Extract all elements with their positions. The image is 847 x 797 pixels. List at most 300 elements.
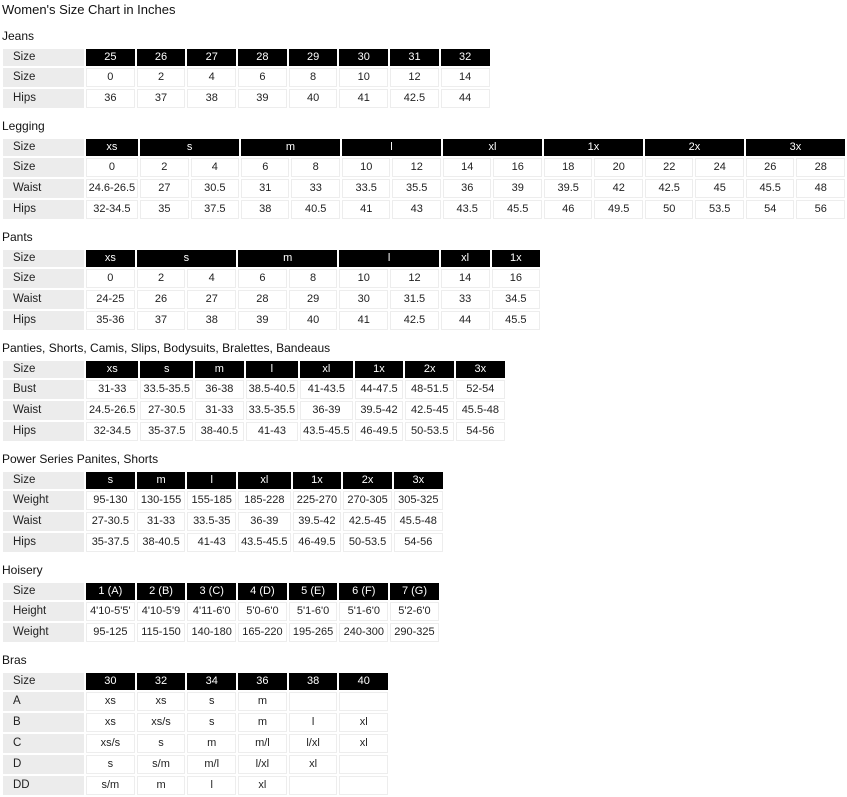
data-cell: 39.5 bbox=[544, 179, 593, 198]
size-header-row bbox=[3, 49, 490, 66]
data-cell: 50-53.5 bbox=[405, 422, 454, 441]
data-cell: xl bbox=[339, 713, 388, 732]
table-row bbox=[3, 755, 388, 774]
data-cell: 290-325 bbox=[390, 623, 439, 642]
table-row bbox=[3, 602, 439, 621]
row-label: Size bbox=[3, 269, 84, 288]
data-cell: l/xl bbox=[289, 734, 338, 753]
row-label: Waist bbox=[3, 401, 84, 420]
size-header-cell: 5 (E) bbox=[289, 583, 338, 600]
data-cell: 2 bbox=[137, 269, 186, 288]
bras-table bbox=[1, 671, 390, 797]
data-cell: 32-34.5 bbox=[86, 200, 138, 219]
size-header-cell: 28 bbox=[238, 49, 287, 66]
data-cell: 24.6-26.5 bbox=[86, 179, 138, 198]
data-cell: 2 bbox=[140, 158, 188, 177]
data-cell: 33.5 bbox=[342, 179, 391, 198]
row-label: Size bbox=[3, 68, 84, 87]
data-cell: 4'10-5'5' bbox=[86, 602, 135, 621]
size-header-row bbox=[3, 583, 439, 600]
data-cell bbox=[289, 692, 338, 711]
row-label: Size bbox=[3, 583, 84, 600]
size-header-cell: 38 bbox=[289, 673, 338, 690]
data-cell: 20 bbox=[594, 158, 643, 177]
row-label: Size bbox=[3, 158, 84, 177]
data-cell: 26 bbox=[137, 290, 186, 309]
section-panties bbox=[1, 341, 847, 443]
data-cell: 185-228 bbox=[238, 491, 290, 510]
data-cell: 44 bbox=[441, 89, 490, 108]
size-header-cell: 3x bbox=[746, 139, 845, 156]
table-row bbox=[3, 422, 505, 441]
table-row bbox=[3, 179, 845, 198]
data-cell: 50 bbox=[645, 200, 694, 219]
data-cell: 39.5-42 bbox=[293, 512, 342, 531]
data-cell: 12 bbox=[392, 158, 441, 177]
size-header-cell: 36 bbox=[238, 673, 287, 690]
section-title-bras: Bras bbox=[2, 653, 27, 667]
size-header-cell: l bbox=[187, 472, 236, 489]
data-cell: 39 bbox=[238, 89, 287, 108]
table-row bbox=[3, 311, 540, 330]
size-header-cell: 32 bbox=[441, 49, 490, 66]
size-header-cell: 25 bbox=[86, 49, 135, 66]
data-cell: 24 bbox=[695, 158, 744, 177]
data-cell: 36-38 bbox=[195, 380, 244, 399]
table-row bbox=[3, 713, 388, 732]
size-header-cell: xs bbox=[86, 361, 138, 378]
size-header-cell: xs bbox=[86, 250, 135, 267]
data-cell: m bbox=[238, 713, 287, 732]
section-bras bbox=[1, 653, 847, 797]
size-header-cell: 34 bbox=[187, 673, 236, 690]
row-label: Size bbox=[3, 673, 84, 690]
data-cell: 0 bbox=[86, 68, 135, 87]
data-cell: 54 bbox=[746, 200, 795, 219]
data-cell: 49.5 bbox=[594, 200, 643, 219]
data-cell: 240-300 bbox=[339, 623, 388, 642]
data-cell: 40 bbox=[289, 311, 338, 330]
data-cell: 43.5 bbox=[443, 200, 492, 219]
data-cell: 33.5-35.5 bbox=[140, 380, 192, 399]
table-row bbox=[3, 200, 845, 219]
table-row bbox=[3, 401, 505, 420]
data-cell: 26 bbox=[746, 158, 795, 177]
data-cell: 41 bbox=[339, 89, 388, 108]
data-cell: 14 bbox=[441, 269, 490, 288]
data-cell: 44 bbox=[441, 311, 490, 330]
data-cell: 27 bbox=[187, 290, 236, 309]
data-cell: 6 bbox=[241, 158, 289, 177]
section-legging bbox=[1, 119, 847, 221]
size-header-cell: xs bbox=[86, 139, 138, 156]
data-cell: 30.5 bbox=[191, 179, 240, 198]
size-header-cell: 3x bbox=[394, 472, 443, 489]
data-cell: xs bbox=[86, 713, 135, 732]
data-cell: 18 bbox=[544, 158, 593, 177]
data-cell: 37 bbox=[137, 89, 186, 108]
table-row bbox=[3, 512, 443, 531]
data-cell: s/m bbox=[137, 755, 186, 774]
size-header-cell: 4 (D) bbox=[238, 583, 287, 600]
data-cell: 195-265 bbox=[289, 623, 338, 642]
data-cell: 33.5-35.5 bbox=[246, 401, 298, 420]
size-header-cell: s bbox=[140, 139, 239, 156]
data-cell: 95-125 bbox=[86, 623, 135, 642]
size-header-cell: s bbox=[137, 250, 236, 267]
table-row bbox=[3, 380, 505, 399]
page-title: Women's Size Chart in Inches bbox=[2, 2, 176, 17]
size-header-cell: 27 bbox=[187, 49, 236, 66]
data-cell: 46 bbox=[544, 200, 593, 219]
data-cell: 39.5-42 bbox=[355, 401, 404, 420]
size-header-row bbox=[3, 673, 388, 690]
row-label: Weight bbox=[3, 623, 84, 642]
data-cell: 38.5-40.5 bbox=[246, 380, 298, 399]
table-row bbox=[3, 290, 540, 309]
section-hoisery bbox=[1, 563, 847, 644]
size-header-row bbox=[3, 139, 845, 156]
data-cell: 10 bbox=[339, 269, 388, 288]
data-cell: s bbox=[86, 755, 135, 774]
data-cell: 24.5-26.5 bbox=[86, 401, 138, 420]
data-cell: 42.5 bbox=[390, 311, 439, 330]
data-cell: 45.5 bbox=[493, 200, 542, 219]
size-chart-sections bbox=[1, 29, 847, 797]
row-label: A bbox=[3, 692, 84, 711]
data-cell: 5'0-6'0 bbox=[238, 602, 287, 621]
data-cell: 35-36 bbox=[86, 311, 135, 330]
data-cell: 56 bbox=[796, 200, 845, 219]
row-label: Size bbox=[3, 49, 84, 66]
data-cell: 5'1-6'0 bbox=[289, 602, 338, 621]
data-cell: 36-39 bbox=[238, 512, 290, 531]
row-label: Waist bbox=[3, 512, 84, 531]
table-row bbox=[3, 68, 490, 87]
row-label: Hips bbox=[3, 533, 84, 552]
data-cell: xs/s bbox=[86, 734, 135, 753]
data-cell: 34.5 bbox=[492, 290, 541, 309]
data-cell: 41 bbox=[342, 200, 391, 219]
data-cell bbox=[339, 755, 388, 774]
hoisery-table bbox=[1, 581, 441, 644]
data-cell: 30 bbox=[339, 290, 388, 309]
size-header-cell: s bbox=[140, 361, 192, 378]
data-cell: 43.5-45.5 bbox=[238, 533, 290, 552]
data-cell: 6 bbox=[238, 68, 287, 87]
size-header-cell: m bbox=[195, 361, 244, 378]
section-title-hoisery: Hoisery bbox=[2, 563, 43, 577]
data-cell: 48-51.5 bbox=[405, 380, 454, 399]
data-cell: 8 bbox=[289, 269, 338, 288]
data-cell: 46-49.5 bbox=[293, 533, 342, 552]
data-cell: m/l bbox=[187, 755, 236, 774]
data-cell bbox=[339, 692, 388, 711]
data-cell: s/m bbox=[86, 776, 135, 795]
data-cell: 27-30.5 bbox=[140, 401, 192, 420]
data-cell: 4 bbox=[191, 158, 240, 177]
section-power-series bbox=[1, 452, 847, 554]
data-cell: s bbox=[187, 692, 236, 711]
data-cell: 35-37.5 bbox=[86, 533, 135, 552]
row-label: Hips bbox=[3, 200, 84, 219]
data-cell: 31-33 bbox=[195, 401, 244, 420]
row-label: D bbox=[3, 755, 84, 774]
size-header-cell: 40 bbox=[339, 673, 388, 690]
data-cell: 28 bbox=[796, 158, 845, 177]
size-header-cell: 30 bbox=[86, 673, 135, 690]
size-header-cell: 31 bbox=[390, 49, 439, 66]
data-cell: 45.5 bbox=[746, 179, 795, 198]
size-header-row bbox=[3, 250, 540, 267]
size-header-cell: xl bbox=[441, 250, 490, 267]
data-cell: 45.5 bbox=[492, 311, 541, 330]
data-cell: 12 bbox=[390, 269, 439, 288]
data-cell: xl bbox=[289, 755, 338, 774]
data-cell: 32-34.5 bbox=[86, 422, 138, 441]
data-cell: 42.5-45 bbox=[405, 401, 454, 420]
data-cell: 270-305 bbox=[343, 491, 392, 510]
table-row bbox=[3, 734, 388, 753]
section-title-panties: Panties, Shorts, Camis, Slips, Bodysuits, Bralettes, Bandeaus bbox=[2, 341, 331, 355]
data-cell: 0 bbox=[86, 269, 135, 288]
data-cell: m/l bbox=[238, 734, 287, 753]
row-label: Hips bbox=[3, 311, 84, 330]
data-cell: 165-220 bbox=[238, 623, 287, 642]
data-cell: 50-53.5 bbox=[343, 533, 392, 552]
data-cell: 31-33 bbox=[137, 512, 186, 531]
size-header-cell: s bbox=[86, 472, 135, 489]
data-cell: 4'10-5'9 bbox=[137, 602, 186, 621]
size-header-cell: m bbox=[137, 472, 186, 489]
data-cell: 39 bbox=[493, 179, 542, 198]
size-header-cell: 26 bbox=[137, 49, 186, 66]
data-cell: 27 bbox=[140, 179, 188, 198]
section-title-jeans: Jeans bbox=[2, 29, 35, 43]
data-cell: 33 bbox=[441, 290, 490, 309]
row-label: Size bbox=[3, 250, 84, 267]
data-cell: 42 bbox=[594, 179, 643, 198]
data-cell: 10 bbox=[339, 68, 388, 87]
row-label: Weight bbox=[3, 491, 84, 510]
size-header-cell: xl bbox=[300, 361, 352, 378]
data-cell: 24-25 bbox=[86, 290, 135, 309]
row-label: B bbox=[3, 713, 84, 732]
data-cell: 41 bbox=[339, 311, 388, 330]
data-cell: l bbox=[187, 776, 236, 795]
data-cell: 10 bbox=[342, 158, 391, 177]
table-row bbox=[3, 776, 388, 795]
data-cell: 38 bbox=[241, 200, 289, 219]
size-header-cell: 1x bbox=[293, 472, 342, 489]
size-header-cell: xl bbox=[443, 139, 542, 156]
data-cell: 44-47.5 bbox=[355, 380, 404, 399]
data-cell: 31-33 bbox=[86, 380, 138, 399]
data-cell: 36-39 bbox=[300, 401, 352, 420]
data-cell: 8 bbox=[289, 68, 338, 87]
table-row bbox=[3, 269, 540, 288]
size-header-cell: 2x bbox=[645, 139, 744, 156]
data-cell: 42.5 bbox=[645, 179, 694, 198]
size-header-cell: 32 bbox=[137, 673, 186, 690]
data-cell: 43.5-45.5 bbox=[300, 422, 352, 441]
data-cell: 29 bbox=[289, 290, 338, 309]
data-cell: 45.5-48 bbox=[394, 512, 443, 531]
data-cell: 36 bbox=[443, 179, 492, 198]
data-cell: 33.5-35 bbox=[187, 512, 236, 531]
size-header-cell: 7 (G) bbox=[390, 583, 439, 600]
row-label: Waist bbox=[3, 179, 84, 198]
data-cell bbox=[339, 776, 388, 795]
data-cell: 16 bbox=[492, 269, 541, 288]
row-label: Height bbox=[3, 602, 84, 621]
data-cell: 31.5 bbox=[390, 290, 439, 309]
data-cell: 54-56 bbox=[394, 533, 443, 552]
data-cell: 40.5 bbox=[291, 200, 340, 219]
data-cell: 38-40.5 bbox=[137, 533, 186, 552]
data-cell: 38 bbox=[187, 89, 236, 108]
data-cell: 42.5-45 bbox=[343, 512, 392, 531]
data-cell: 45.5-48 bbox=[456, 401, 505, 420]
legging-table bbox=[1, 137, 847, 221]
data-cell: 115-150 bbox=[137, 623, 186, 642]
data-cell: 22 bbox=[645, 158, 694, 177]
data-cell: 35 bbox=[140, 200, 188, 219]
data-cell: 4'11-6'0 bbox=[187, 602, 236, 621]
data-cell: 43 bbox=[392, 200, 441, 219]
size-header-cell: xl bbox=[238, 472, 290, 489]
table-row bbox=[3, 623, 439, 642]
data-cell: xs bbox=[137, 692, 186, 711]
data-cell: 45 bbox=[695, 179, 744, 198]
data-cell: l/xl bbox=[238, 755, 287, 774]
row-label: Size bbox=[3, 139, 84, 156]
pants-table bbox=[1, 248, 542, 332]
data-cell: 6 bbox=[238, 269, 287, 288]
data-cell: 0 bbox=[86, 158, 138, 177]
data-cell: 14 bbox=[441, 68, 490, 87]
size-header-cell: 1x bbox=[355, 361, 404, 378]
data-cell: 36 bbox=[86, 89, 135, 108]
data-cell: 52-54 bbox=[456, 380, 505, 399]
data-cell: 28 bbox=[238, 290, 287, 309]
data-cell: 12 bbox=[390, 68, 439, 87]
data-cell: m bbox=[187, 734, 236, 753]
row-label: Hips bbox=[3, 422, 84, 441]
data-cell: 5'2-6'0 bbox=[390, 602, 439, 621]
table-row bbox=[3, 692, 388, 711]
data-cell: 46-49.5 bbox=[355, 422, 404, 441]
data-cell: xs/s bbox=[137, 713, 186, 732]
data-cell: 54-56 bbox=[456, 422, 505, 441]
data-cell bbox=[289, 776, 338, 795]
size-header-cell: 29 bbox=[289, 49, 338, 66]
data-cell: 35.5 bbox=[392, 179, 441, 198]
table-row bbox=[3, 158, 845, 177]
section-title-power-series: Power Series Panites, Shorts bbox=[2, 452, 159, 466]
size-header-row bbox=[3, 472, 443, 489]
data-cell: 8 bbox=[291, 158, 340, 177]
data-cell: 41-43 bbox=[187, 533, 236, 552]
data-cell: 48 bbox=[796, 179, 845, 198]
data-cell: 225-270 bbox=[293, 491, 342, 510]
data-cell: 2 bbox=[137, 68, 186, 87]
section-jeans bbox=[1, 29, 847, 110]
data-cell: 31 bbox=[241, 179, 289, 198]
row-label: Size bbox=[3, 472, 84, 489]
data-cell: 4 bbox=[187, 68, 236, 87]
data-cell: 16 bbox=[493, 158, 542, 177]
data-cell: xl bbox=[339, 734, 388, 753]
size-header-cell: m bbox=[241, 139, 340, 156]
section-title-pants: Pants bbox=[2, 230, 33, 244]
size-header-cell: 1x bbox=[544, 139, 643, 156]
data-cell: 4 bbox=[187, 269, 236, 288]
data-cell: 5'1-6'0 bbox=[339, 602, 388, 621]
data-cell: l bbox=[289, 713, 338, 732]
data-cell: 305-325 bbox=[394, 491, 443, 510]
data-cell: 27-30.5 bbox=[86, 512, 135, 531]
data-cell: 39 bbox=[238, 311, 287, 330]
data-cell: 37.5 bbox=[191, 200, 240, 219]
size-header-cell: l bbox=[342, 139, 441, 156]
row-label: C bbox=[3, 734, 84, 753]
data-cell: 38 bbox=[187, 311, 236, 330]
size-header-cell: m bbox=[238, 250, 337, 267]
size-header-cell: 1x bbox=[492, 250, 541, 267]
size-header-cell: 6 (F) bbox=[339, 583, 388, 600]
size-header-cell: 2x bbox=[343, 472, 392, 489]
data-cell: 40 bbox=[289, 89, 338, 108]
data-cell: 37 bbox=[137, 311, 186, 330]
data-cell: 155-185 bbox=[187, 491, 236, 510]
size-header-cell: l bbox=[246, 361, 298, 378]
data-cell: m bbox=[238, 692, 287, 711]
row-label: Bust bbox=[3, 380, 84, 399]
data-cell: s bbox=[187, 713, 236, 732]
data-cell: 42.5 bbox=[390, 89, 439, 108]
data-cell: s bbox=[137, 734, 186, 753]
panties-table bbox=[1, 359, 507, 443]
data-cell: 38-40.5 bbox=[195, 422, 244, 441]
row-label: DD bbox=[3, 776, 84, 795]
data-cell: 35-37.5 bbox=[140, 422, 192, 441]
row-label: Hips bbox=[3, 89, 84, 108]
data-cell: xs bbox=[86, 692, 135, 711]
data-cell: 95-130 bbox=[86, 491, 135, 510]
size-header-cell: l bbox=[339, 250, 438, 267]
size-header-row bbox=[3, 361, 505, 378]
table-row bbox=[3, 491, 443, 510]
data-cell: m bbox=[137, 776, 186, 795]
size-header-cell: 2 (B) bbox=[137, 583, 186, 600]
data-cell: 140-180 bbox=[187, 623, 236, 642]
data-cell: 53.5 bbox=[695, 200, 744, 219]
size-header-cell: 3x bbox=[456, 361, 505, 378]
table-row bbox=[3, 89, 490, 108]
data-cell: 41-43.5 bbox=[300, 380, 352, 399]
section-pants bbox=[1, 230, 847, 332]
data-cell: 130-155 bbox=[137, 491, 186, 510]
data-cell: 33 bbox=[291, 179, 340, 198]
size-header-cell: 30 bbox=[339, 49, 388, 66]
data-cell: 41-43 bbox=[246, 422, 298, 441]
row-label: Waist bbox=[3, 290, 84, 309]
data-cell: xl bbox=[238, 776, 287, 795]
table-row bbox=[3, 533, 443, 552]
jeans-table bbox=[1, 47, 492, 110]
size-header-cell: 2x bbox=[405, 361, 454, 378]
